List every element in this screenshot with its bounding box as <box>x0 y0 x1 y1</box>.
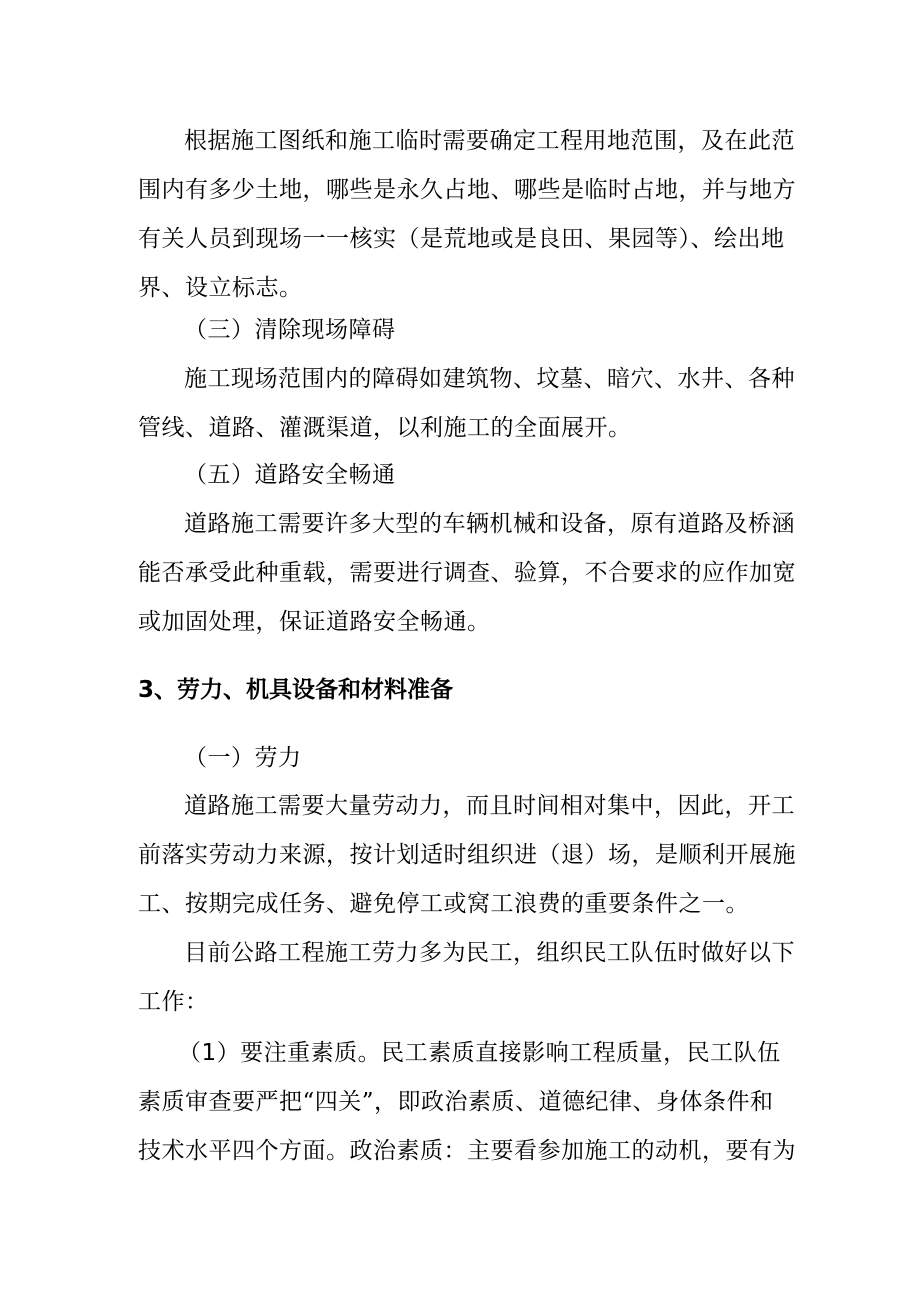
paragraph-road-safety <box>138 500 796 647</box>
subheading-labor: （一）劳力 <box>184 745 302 771</box>
text-line: 技术水平四个方面。政治素质：主要看参加施工的动机，要有为 <box>138 1138 796 1164</box>
text-line: 或加固处理，保证道路安全畅通。 <box>138 609 491 635</box>
text-line: 有关人员到现场一一核实（是荒地或是良田、果园等）、绘出地 <box>138 226 785 252</box>
paragraph-migrant-workers <box>138 929 795 1027</box>
text-line: 道路施工需要大量劳动力，而且时间相对集中，因此，开工 <box>184 793 795 819</box>
text-line: 围内有多少土地，哪些是永久占地、哪些是临时占地，并与地方 <box>138 177 796 203</box>
text-line: 道路施工需要许多大型的车辆机械和设备，原有道路及桥涵 <box>184 511 795 537</box>
subheading-road-safety: （五）道路安全畅通 <box>184 462 396 488</box>
text-segment: 要注重素质。民工素质直接影响工程质量，民工队伍 <box>240 1040 781 1066</box>
text-line: 管线、道路、灌溉渠道，以利施工的全面展开。 <box>138 415 632 441</box>
text-line: 界、设立标志。 <box>138 275 303 301</box>
section-heading-3: 3、劳力、机具设备和材料准备 <box>138 677 454 703</box>
paragraph-obstacles <box>138 355 795 453</box>
text-line: 工、按期完成任务、避免停工或窝工浪费的重要条件之一。 <box>138 891 749 917</box>
text-line: 能否承受此种重载，需要进行调查、验算，不合要求的应作加宽 <box>138 560 796 586</box>
text-line: 工作： <box>138 989 209 1015</box>
paragraph-quality <box>138 1029 796 1176</box>
subheading-clear-obstacles: （三）清除现场障碍 <box>184 317 396 343</box>
text-line <box>138 1029 788 1078</box>
text-line: 目前公路工程施工劳力多为民工，组织民工队伍时做好以下 <box>184 940 795 966</box>
text-line: 素质审查要严把“四关”，即政治素质、道德纪律、身体条件和 <box>138 1089 774 1115</box>
paragraph-labor <box>138 782 796 929</box>
list-number: （1） <box>178 1040 241 1066</box>
text-line: 根据施工图纸和施工临时需要确定工程用地范围，及在此范 <box>184 128 795 154</box>
paragraph-land-scope <box>138 117 796 313</box>
text-line: 施工现场范围内的障碍如建筑物、坟墓、暗穴、水井、各种 <box>184 366 795 392</box>
text-line: 前落实劳动力来源，按计划适时组织进（退）场，是顺利开展施 <box>138 842 796 868</box>
